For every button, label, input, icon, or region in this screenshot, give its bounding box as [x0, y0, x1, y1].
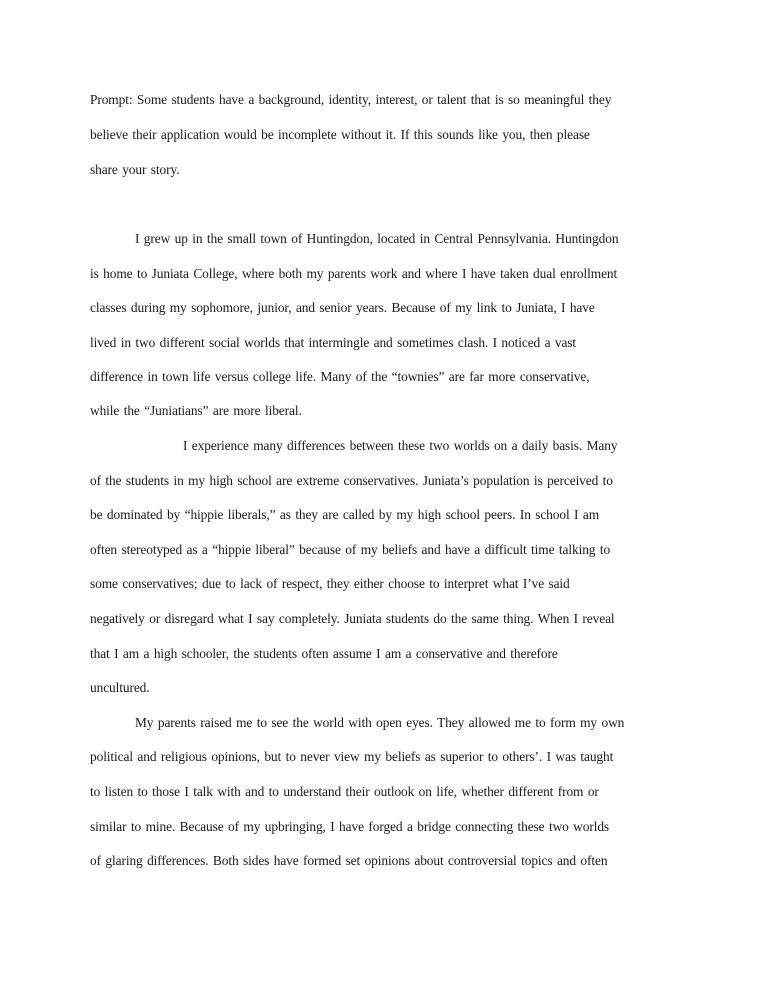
body-line: while the “Juniatians” are more liberal. — [90, 403, 302, 418]
body-line: difference in town life versus college life. Many of the “townies” are far more conservative, — [90, 369, 590, 384]
body-line: of glaring differences. Both sides have formed set opinions about controversial topics and often — [90, 853, 608, 868]
body-line: of the students in my high school are extreme conservatives. Juniata’s population is perceived to — [90, 473, 613, 488]
prompt-line: believe their application would be incomplete without it. If this sounds like you, then please — [90, 127, 590, 142]
body-line: is home to Juniata College, where both my parents work and where I have taken dual enrollment — [90, 266, 618, 281]
prompt-line: Prompt: Some students have a background, identity, interest, or talent that is so meaningful they — [90, 92, 612, 107]
body-line: I grew up in the small town of Huntingdon, located in Central Pennsylvania. Huntingdon — [135, 231, 619, 246]
body-line: similar to mine. Because of my upbringing, I have forged a bridge connecting these two worlds — [90, 819, 610, 834]
body-line: often stereotyped as a “hippie liberal” because of my beliefs and have a difficult time talking to — [90, 542, 611, 557]
body-line: be dominated by “hippie liberals,” as they are called by my high school peers. In school I am — [90, 507, 600, 522]
body-line: negatively or disregard what I say completely. Juniata students do the same thing. When I reveal — [90, 611, 615, 626]
body-line: classes during my sophomore, junior, and senior years. Because of my link to Juniata, I have — [90, 300, 595, 315]
body-line: political and religious opinions, but to never view my beliefs as superior to others’. I was taught — [90, 749, 614, 764]
body-line: I experience many differences between these two worlds on a daily basis. Many — [183, 438, 618, 453]
body-line: My parents raised me to see the world with open eyes. They allowed me to form my own — [135, 715, 625, 730]
body-line: to listen to those I talk with and to understand their outlook on life, whether different from or — [90, 784, 599, 799]
body-line: lived in two different social worlds that intermingle and sometimes clash. I noticed a vast — [90, 335, 577, 350]
prompt-line: share your story. — [90, 162, 180, 177]
body-line: some conservatives; due to lack of respect, they either choose to interpret what I’ve said — [90, 576, 570, 591]
body-line: that I am a high schooler, the students often assume I am a conservative and therefore — [90, 646, 558, 661]
body-line: uncultured. — [90, 680, 150, 695]
